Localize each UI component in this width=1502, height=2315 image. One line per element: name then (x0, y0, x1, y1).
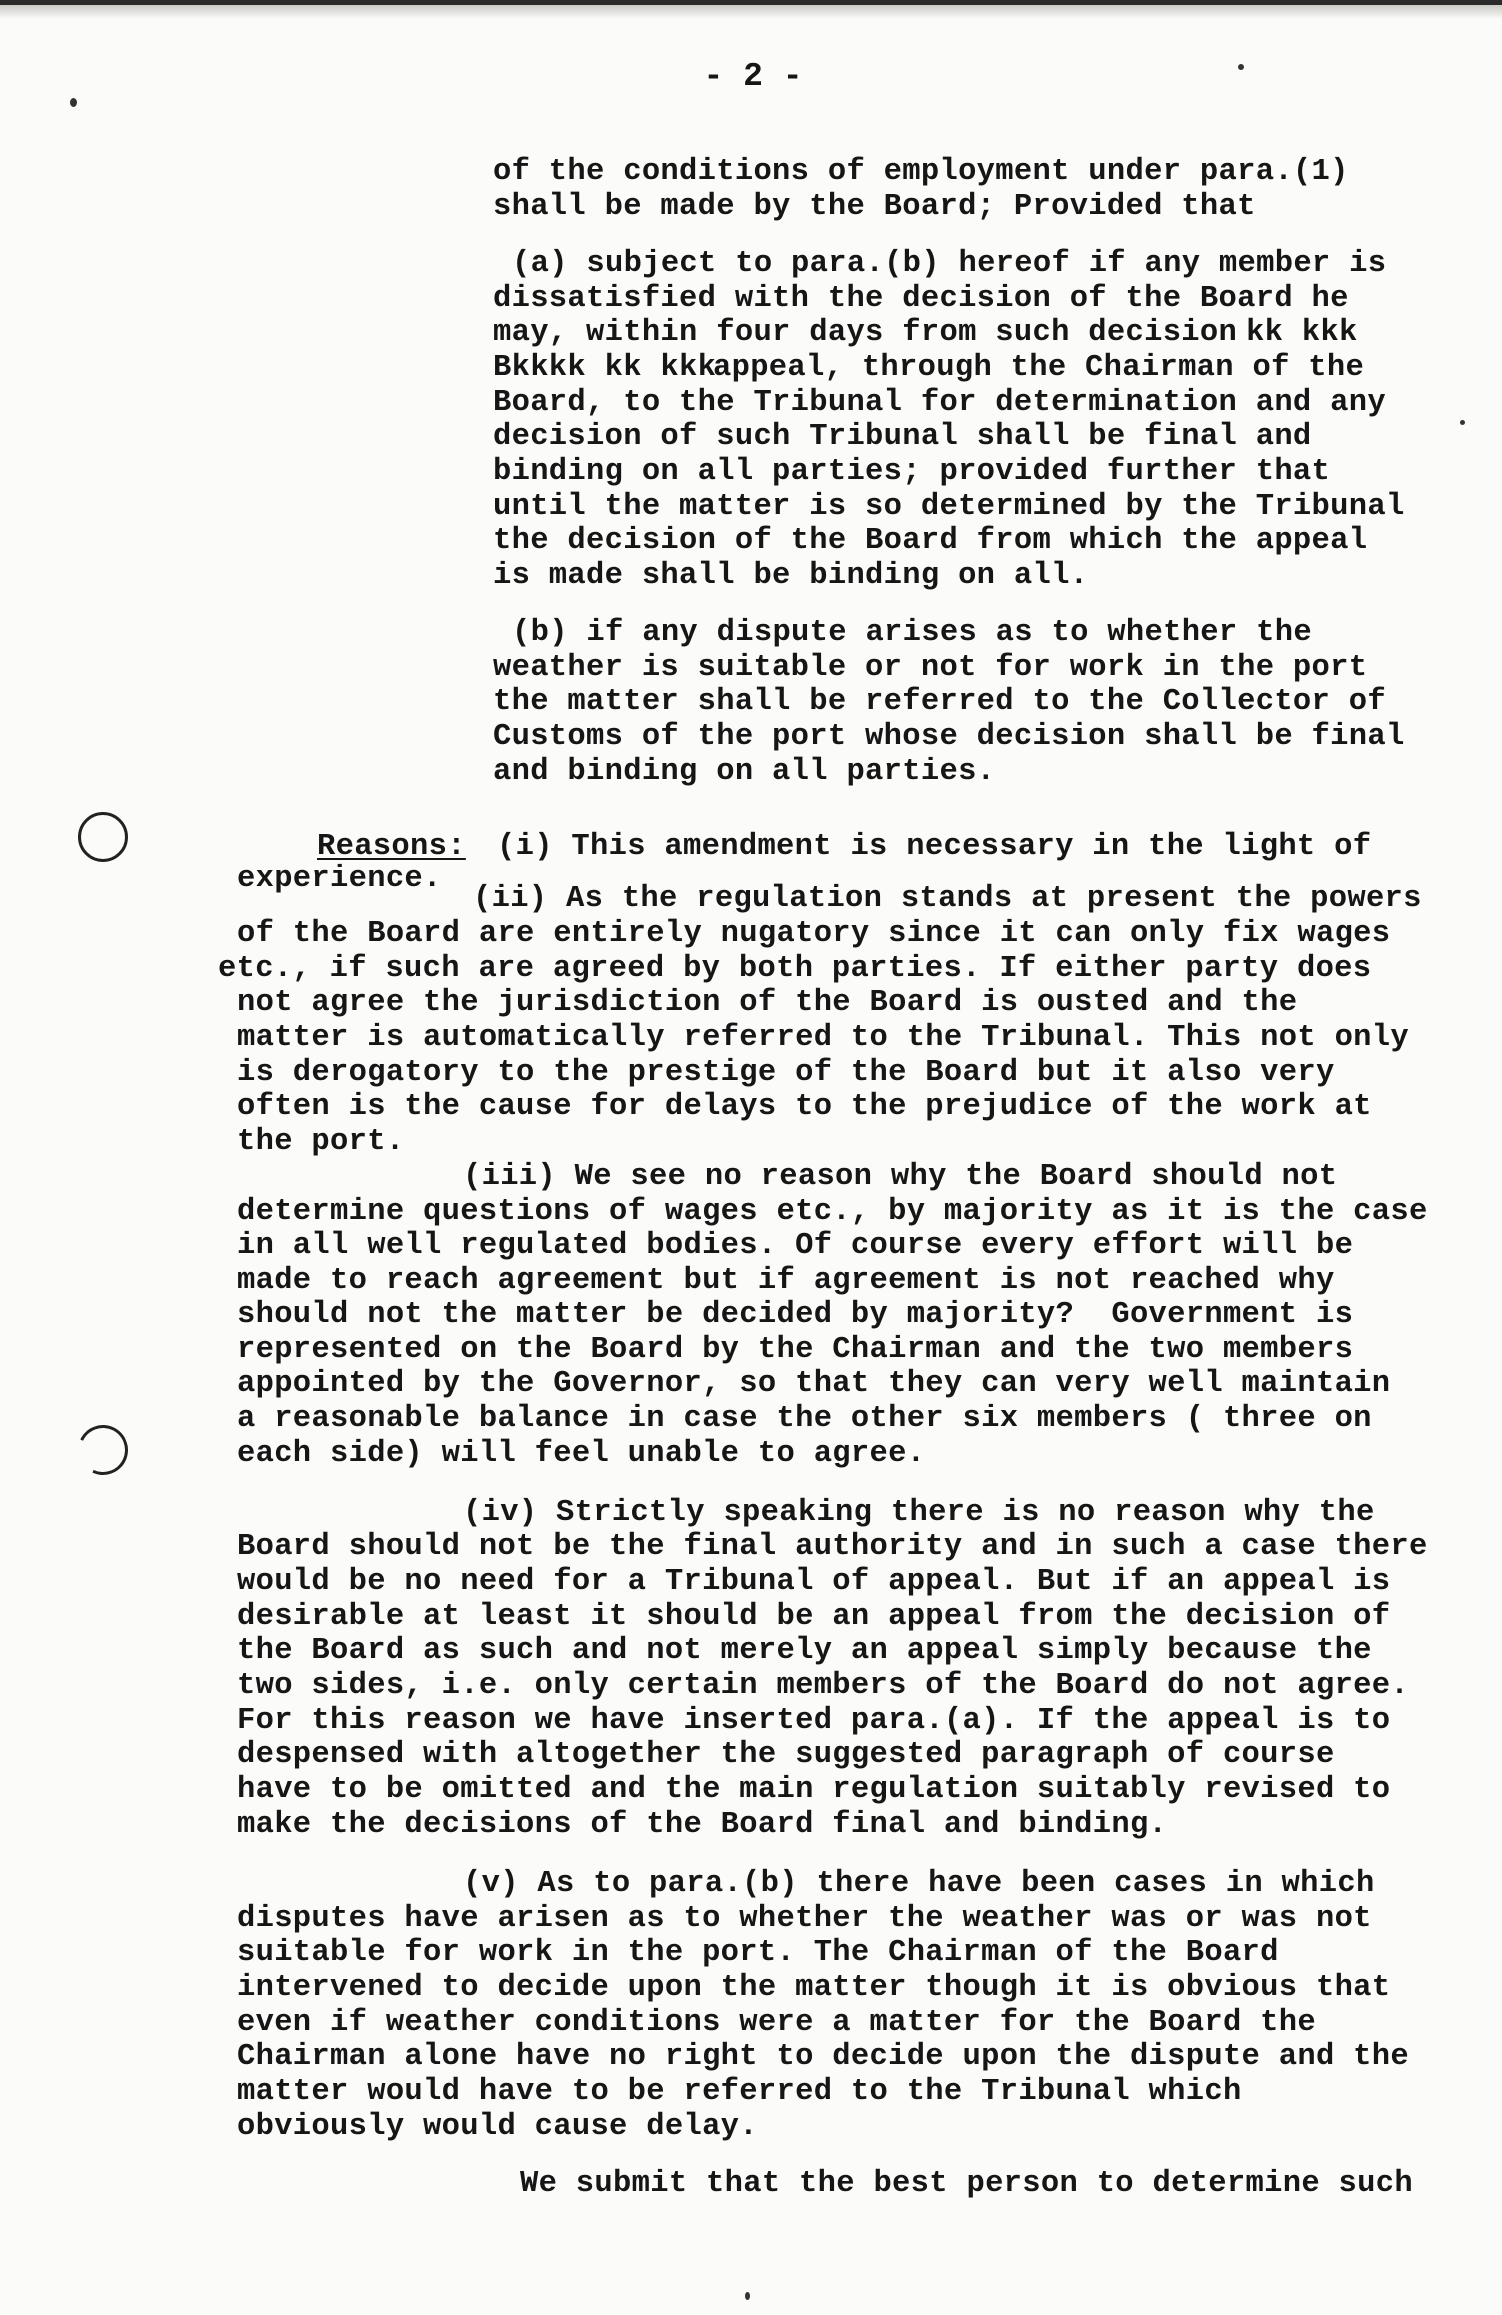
text-line: suitable for work in the port. The Chairman of the Board (237, 1936, 1279, 1970)
text-line: even if weather conditions were a matter for the Board the (237, 2006, 1316, 2040)
overstrike-text: kk kkk (1246, 316, 1358, 350)
scan-speck (745, 2292, 750, 2300)
text-line: Board should not be the final authority and in such a case there (237, 1530, 1428, 1564)
text-line: decision of such Tribunal shall be final and (493, 420, 1312, 454)
punch-hole-bottom (71, 1418, 135, 1482)
text-line: desirable at least it should be an appeal from the decision of (237, 1600, 1391, 1634)
text-line: intervened to decide upon the matter though it is obvious that (237, 1971, 1391, 2005)
text-line: should not the matter be decided by majority? Government is (237, 1298, 1354, 1332)
text-line: etc., if such are agreed by both parties. If either party does (218, 952, 1372, 986)
punch-hole-top (78, 812, 128, 862)
text-line: Customs of the port whose decision shall be final (493, 720, 1405, 754)
text-line: of the conditions of employment under para.(1) (493, 155, 1349, 189)
text-line: experience. (237, 862, 442, 896)
text-line: disputes have arisen as to whether the weather was or was not (237, 1902, 1372, 1936)
text-line: matter is automatically referred to the Tribunal. This not only (237, 1021, 1409, 1055)
text-line: matter would have to be referred to the Tribunal which (237, 2075, 1242, 2109)
text-line: each side) will feel unable to agree. (237, 1437, 926, 1471)
scan-edge-shadow (0, 5, 1502, 19)
text-line: (v) As to para.(b) there have been cases in which (463, 1867, 1375, 1901)
text-line: is made shall be binding on all. (493, 559, 1089, 593)
text-line: is derogatory to the prestige of the Board but it also very (237, 1056, 1335, 1090)
text-line: often is the cause for delays to the prejudice of the work at (237, 1090, 1372, 1124)
text-line: (b) if any dispute arises as to whether the (512, 616, 1312, 650)
text-line: dissatisfied with the decision of the Board he (493, 282, 1349, 316)
text-line: We submit that the best person to determine such (520, 2167, 1413, 2201)
text-line: (iv) Strictly speaking there is no reason why the (463, 1496, 1375, 1530)
text-line: appointed by the Governor, so that they can very well maintain (237, 1367, 1391, 1401)
text-line: represented on the Board by the Chairman and the two members (237, 1333, 1354, 1367)
text-line: shall be made by the Board; Provided that (493, 190, 1256, 224)
page-number: - 2 - (703, 58, 803, 95)
text-line: of the Board are entirely nugatory since it can only fix wages (237, 917, 1391, 951)
overstrike-text: Bkkkk kk kkk (493, 351, 717, 385)
text-line: despensed with altogether the suggested paragraph of course (237, 1738, 1335, 1772)
scan-speck (70, 98, 77, 107)
reasons-heading: Reasons: (317, 830, 466, 864)
text-line: make the decisions of the Board final and binding. (237, 1808, 1168, 1842)
text-line: would be no need for a Tribunal of appeal. But if an appeal is (237, 1565, 1391, 1599)
scan-speck (1238, 64, 1244, 70)
text-line: the matter shall be referred to the Collector of (493, 685, 1386, 719)
text-line: determine questions of wages etc., by majority as it is the case (237, 1195, 1428, 1229)
text-line: (i) This amendment is necessary in the light of (497, 830, 1372, 864)
text-line: the port. (237, 1125, 405, 1159)
text-line: made to reach agreement but if agreement is not reached why (237, 1264, 1335, 1298)
text-line: (iii) We see no reason why the Board should not (463, 1160, 1338, 1194)
scan-speck (1460, 420, 1465, 425)
text-line: For this reason we have inserted para.(a). If the appeal is to (237, 1704, 1391, 1738)
text-line: may, within four days from such decision (493, 316, 1238, 350)
text-line: the decision of the Board from which the appeal (493, 524, 1368, 558)
text-line: obviously would cause delay. (237, 2110, 758, 2144)
text-line: and binding on all parties. (493, 755, 996, 789)
text-line: have to be omitted and the main regulation suitably revised to (237, 1773, 1391, 1807)
text-line: not agree the jurisdiction of the Board is ousted and the (237, 986, 1298, 1020)
text-line: binding on all parties; provided further that (493, 455, 1331, 489)
text-line: (a) subject to para.(b) hereof if any member is (512, 247, 1387, 281)
text-line: two sides, i.e. only certain members of the Board do not agree. (237, 1669, 1409, 1703)
text-line: the Board as such and not merely an appeal simply because the (237, 1634, 1372, 1668)
text-line: (ii) As the regulation stands at present the powers (473, 882, 1422, 916)
text-line: Chairman alone have no right to decide upon the dispute and the (237, 2040, 1409, 2074)
text-line: until the matter is so determined by the Tribunal (493, 490, 1405, 524)
text-line: in all well regulated bodies. Of course every effort will be (237, 1229, 1354, 1263)
text-line: Board, to the Tribunal for determination and any (493, 386, 1386, 420)
text-line: a reasonable balance in case the other six members ( three on (237, 1402, 1372, 1436)
text-line: weather is suitable or not for work in the port (493, 651, 1368, 685)
text-line: appeal, through the Chairman of the (713, 351, 1365, 385)
